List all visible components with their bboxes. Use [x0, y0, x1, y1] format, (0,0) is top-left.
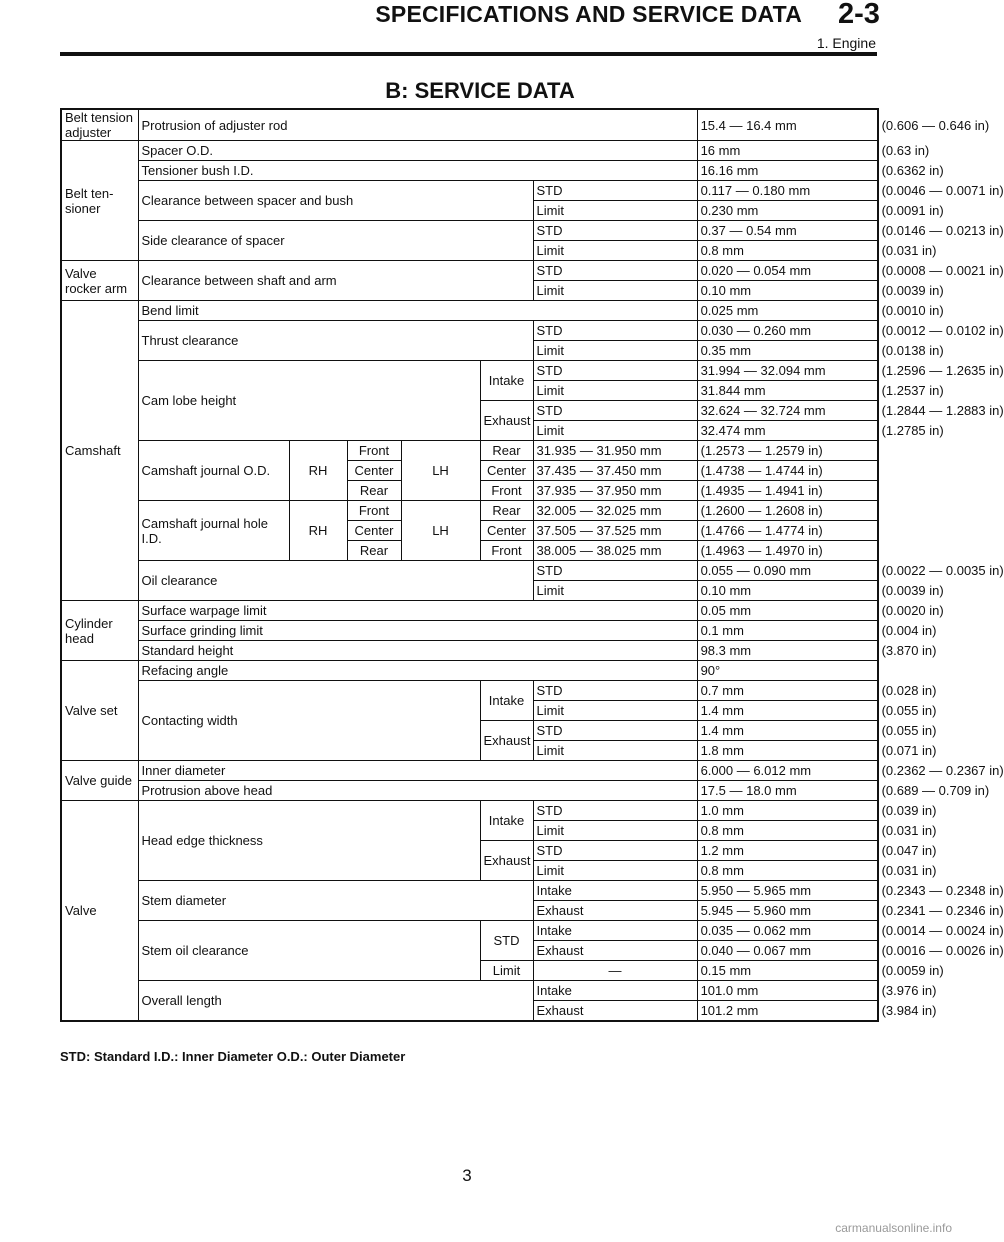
table-cell: Front [480, 541, 533, 561]
table-cell: RH [289, 501, 347, 561]
table-cell: Intake [480, 801, 533, 841]
table-row: Tensioner bush I.D. 16.16 mm (0.6362 in) [61, 161, 878, 181]
table-cell: 0.020 — 0.054 mm [697, 261, 878, 281]
table-row: Limit 0.10 mm (0.0039 in) [61, 581, 878, 601]
table-cell: 0.230 mm [697, 201, 878, 221]
table-cell: 15.4 — 16.4 mm [697, 109, 878, 141]
table-cell: (1.2600 — 1.2608 in) [697, 501, 878, 521]
table-cell: 101.2 mm [697, 1001, 878, 1022]
table-cell: Bend limit [138, 301, 697, 321]
table-cell: STD [533, 841, 697, 861]
table-cell: Limit [533, 341, 697, 361]
table-row: Limit 0.35 mm (0.0138 in) [61, 341, 878, 361]
table-row: Exhaust STD 1.4 mm (0.055 in) [61, 721, 878, 741]
table-cell: STD [533, 801, 697, 821]
table-cell: Cam lobe height [138, 361, 480, 441]
table-row: Limit 0.8 mm (0.031 in) [61, 241, 878, 261]
table-cell: Rear [347, 481, 401, 501]
table-cell: 6.000 — 6.012 mm [697, 761, 878, 781]
table-cell: Spacer O.D. [138, 141, 697, 161]
table-row: Valve Head edge thickness Intake STD 1.0 mm (0.039 in) [61, 801, 878, 821]
table-cell: 98.3 mm [697, 641, 878, 661]
table-row: Valve guide Inner diameter 6.000 — 6.012 mm (0.2362 — 0.2367 in) [61, 761, 878, 781]
table-cell: 0.8 mm [697, 241, 878, 261]
table-row: Exhaust 5.945 — 5.960 mm (0.2341 — 0.2346 in) [61, 901, 878, 921]
table-row: Stem diameter Intake 5.950 — 5.965 mm (0.2343 — 0.2348 in) [61, 881, 878, 901]
table-cell: Protrusion above head [138, 781, 697, 801]
table-cell: 0.37 — 0.54 mm [697, 221, 878, 241]
table-cell: STD [480, 921, 533, 961]
table-cell: STD [533, 361, 697, 381]
table-cell: Camshaft [61, 301, 138, 601]
table-row: Overall length Intake 101.0 mm (3.976 in) [61, 981, 878, 1001]
table-row: Exhaust 0.040 — 0.067 mm (0.0016 — 0.0026 in) [61, 941, 878, 961]
table-cell: 0.030 — 0.260 mm [697, 321, 878, 341]
table-cell: 0.35 mm [697, 341, 878, 361]
table-cell: 1.0 mm [697, 801, 878, 821]
table-row: Belt ten- sioner Spacer O.D. 16 mm (0.63 in) [61, 141, 878, 161]
table-row: Limit 31.844 mm (1.2537 in) [61, 381, 878, 401]
table-row: Surface grinding limit 0.1 mm (0.004 in) [61, 621, 878, 641]
table-cell: 0.1 mm [697, 621, 878, 641]
table-cell: Limit [533, 241, 697, 261]
table-cell: LH [401, 441, 480, 501]
table-cell: Intake [533, 921, 697, 941]
table-cell: STD [533, 681, 697, 701]
table-cell: (1.4766 — 1.4774 in) [697, 521, 878, 541]
table-row: Standard height 98.3 mm (3.870 in) [61, 641, 878, 661]
table-cell: Center [480, 461, 533, 481]
table-cell: Limit [533, 861, 697, 881]
table-cell: Camshaft journal O.D. [138, 441, 289, 501]
table-row: Exhaust STD 32.624 — 32.724 mm (1.2844 — 1.2883 in) [61, 401, 878, 421]
table-cell: Limit [533, 281, 697, 301]
table-cell: Belt ten- sioner [61, 141, 138, 261]
table-cell: Limit [533, 821, 697, 841]
table-cell: Surface grinding limit [138, 621, 697, 641]
table-cell: 0.05 mm [697, 601, 878, 621]
table-cell: Exhaust [533, 941, 697, 961]
table-cell: Limit [533, 741, 697, 761]
table-cell: 90° [697, 661, 878, 681]
table-cell: 0.040 — 0.067 mm [697, 941, 878, 961]
table-cell: 0.055 — 0.090 mm [697, 561, 878, 581]
table-cell: Standard height [138, 641, 697, 661]
table-cell: Rear [480, 441, 533, 461]
table-row: Thrust clearance STD 0.030 — 0.260 mm (0.0012 — 0.0102 in) [61, 321, 878, 341]
table-row: Exhaust 101.2 mm (3.984 in) [61, 1001, 878, 1022]
table-cell: Exhaust [533, 901, 697, 921]
table-cell: Limit [533, 381, 697, 401]
table-cell: Surface warpage limit [138, 601, 697, 621]
table-cell: Intake [533, 881, 697, 901]
table-cell: Overall length [138, 981, 533, 1022]
table-cell: STD [533, 181, 697, 201]
table-row: Stem oil clearance STD Intake 0.035 — 0.062 mm (0.0014 — 0.0024 in) [61, 921, 878, 941]
table-cell: STD [533, 321, 697, 341]
table-row: Limit 0.8 mm (0.031 in) [61, 821, 878, 841]
table-cell: 38.005 — 38.025 mm [533, 541, 697, 561]
table-row: Belt tension adjuster Protrusion of adjuster rod 15.4 — 16.4 mm (0.606 — 0.646 in) [61, 109, 878, 141]
table-cell: 0.10 mm [697, 581, 878, 601]
table-cell: 0.8 mm [697, 861, 878, 881]
table-cell: Intake [480, 681, 533, 721]
table-cell: Stem oil clearance [138, 921, 480, 981]
table-row: Limit — 0.15 mm (0.0059 in) [61, 961, 878, 981]
table-row: Limit 1.4 mm (0.055 in) [61, 701, 878, 721]
table-cell: 0.117 — 0.180 mm [697, 181, 878, 201]
table-cell: 0.8 mm [697, 821, 878, 841]
table-cell: 5.950 — 5.965 mm [697, 881, 878, 901]
table-row: Cylinder head Surface warpage limit 0.05 mm (0.0020 in) [61, 601, 878, 621]
table-row [61, 501, 878, 521]
table-cell: Valve [61, 801, 138, 1022]
table-row [61, 661, 878, 681]
table-cell: (1.4963 — 1.4970 in) [697, 541, 878, 561]
table-row: Limit 0.230 mm (0.0091 in) [61, 201, 878, 221]
table-cell: Intake [533, 981, 697, 1001]
table-cell: 101.0 mm [697, 981, 878, 1001]
table-cell: 37.505 — 37.525 mm [533, 521, 697, 541]
table-cell: Front [347, 501, 401, 521]
table-cell: Exhaust [533, 1001, 697, 1022]
table-cell: (1.4738 — 1.4744 in) [697, 461, 878, 481]
table-cell: 37.935 — 37.950 mm [533, 481, 697, 501]
table-cell: Limit [533, 421, 697, 441]
table-cell: Exhaust [480, 721, 533, 761]
table-row: Limit 32.474 mm (1.2785 in) [61, 421, 878, 441]
table-cell: 31.935 — 31.950 mm [533, 441, 697, 461]
table-row [61, 441, 878, 461]
table-cell: Valve set [61, 661, 138, 761]
table-cell: LH [401, 501, 480, 561]
section-heading: B: SERVICE DATA [385, 78, 575, 103]
table-cell: Center [480, 521, 533, 541]
table-cell: (1.2573 — 1.2579 in) [697, 441, 878, 461]
table-row: Limit 0.8 mm (0.031 in) [61, 861, 878, 881]
table-cell: STD [533, 401, 697, 421]
table-cell: 32.005 — 32.025 mm [533, 501, 697, 521]
table-cell: Rear [480, 501, 533, 521]
table-cell: Front [480, 481, 533, 501]
table-cell: Exhaust [480, 401, 533, 441]
table-cell: Valve rocker arm [61, 261, 138, 301]
table-cell: 0.035 — 0.062 mm [697, 921, 878, 941]
table-cell: 31.994 — 32.094 mm [697, 361, 878, 381]
table-cell: Oil clearance [138, 561, 533, 601]
table-cell: 32.474 mm [697, 421, 878, 441]
table-cell: Limit [533, 201, 697, 221]
table-cell: Contacting width [138, 681, 480, 761]
table-cell: 31.844 mm [697, 381, 878, 401]
table-cell: Clearance between shaft and arm [138, 261, 533, 301]
table-cell: Side clearance of spacer [138, 221, 533, 261]
table-cell: Head edge thickness [138, 801, 480, 881]
table-cell: Limit [533, 581, 697, 601]
table-row: Limit 0.10 mm (0.0039 in) [61, 281, 878, 301]
table-cell: Front [347, 441, 401, 461]
table-cell: Rear [347, 541, 401, 561]
table-cell: Belt tension adjuster [61, 109, 138, 141]
table-cell: Refacing angle [138, 661, 697, 681]
header-title: SPECIFICATIONS AND SERVICE DATA [375, 1, 802, 27]
table-cell: 1.4 mm [697, 721, 878, 741]
table-cell: 1.2 mm [697, 841, 878, 861]
table-cell: Center [347, 521, 401, 541]
table-cell: 0.10 mm [697, 281, 878, 301]
table-cell: STD [533, 261, 697, 281]
header-rule [60, 52, 877, 56]
footnote: STD: Standard I.D.: Inner Diameter O.D.: Outer Diameter [60, 1049, 406, 1064]
table-cell: 17.5 — 18.0 mm [697, 781, 878, 801]
table-cell: Intake [480, 361, 533, 401]
table-cell: Camshaft journal hole I.D. [138, 501, 289, 561]
table-cell: Tensioner bush I.D. [138, 161, 697, 181]
service-data-table [60, 108, 1004, 1022]
section-subtitle: 1. Engine [816, 35, 876, 51]
table-cell: Thrust clearance [138, 321, 533, 361]
table-cell: Inner diameter [138, 761, 697, 781]
watermark: carmanualsonline.info [835, 1221, 952, 1235]
table-cell: STD [533, 721, 697, 741]
table-cell: 16 mm [697, 141, 878, 161]
table-row: Cam lobe height Intake STD 31.994 — 32.094 mm (1.2596 — 1.2635 in) [61, 361, 878, 381]
table-row: Camshaft Bend limit 0.025 mm (0.0010 in) [61, 301, 878, 321]
page-number: 3 [462, 1166, 472, 1185]
table-row: Oil clearance STD 0.055 — 0.090 mm (0.0022 — 0.0035 in) [61, 561, 878, 581]
table-cell: 1.8 mm [697, 741, 878, 761]
table-row: Exhaust STD 1.2 mm (0.047 in) [61, 841, 878, 861]
table-cell: Protrusion of adjuster rod [138, 109, 697, 141]
table-row: Protrusion above head 17.5 — 18.0 mm (0.689 — 0.709 in) [61, 781, 878, 801]
table-cell: Center [347, 461, 401, 481]
table-cell: 0.025 mm [697, 301, 878, 321]
table-cell: Stem diameter [138, 881, 533, 921]
table-cell: Cylinder head [61, 601, 138, 661]
table-cell: — [533, 961, 697, 981]
section-code: 2-3 [838, 0, 880, 30]
table-cell: 16.16 mm [697, 161, 878, 181]
table-row: Contacting width Intake STD 0.7 mm (0.028 in) [61, 681, 878, 701]
table-cell: STD [533, 561, 697, 581]
table-cell: 0.15 mm [697, 961, 878, 981]
table-cell: Exhaust [480, 841, 533, 881]
table-cell: (1.4935 — 1.4941 in) [697, 481, 878, 501]
table-cell: 32.624 — 32.724 mm [697, 401, 878, 421]
table-cell: RH [289, 441, 347, 501]
table-row: Limit 1.8 mm (0.071 in) [61, 741, 878, 761]
table-cell: 1.4 mm [697, 701, 878, 721]
table-row: Clearance between spacer and bush STD 0.117 — 0.180 mm (0.0046 — 0.0071 in) [61, 181, 878, 201]
table-row: Side clearance of spacer STD 0.37 — 0.54 mm (0.0146 — 0.0213 in) [61, 221, 878, 241]
table-cell: Valve guide [61, 761, 138, 801]
table-cell: 5.945 — 5.960 mm [697, 901, 878, 921]
table-cell: 0.7 mm [697, 681, 878, 701]
table-cell: 37.435 — 37.450 mm [533, 461, 697, 481]
table-cell: STD [533, 221, 697, 241]
table-cell: Limit [480, 961, 533, 981]
table-row: Valve rocker arm Clearance between shaft and arm STD 0.020 — 0.054 mm (0.0008 — 0.0021 in) [61, 261, 878, 281]
table-cell: Limit [533, 701, 697, 721]
table-cell: Clearance between spacer and bush [138, 181, 533, 221]
